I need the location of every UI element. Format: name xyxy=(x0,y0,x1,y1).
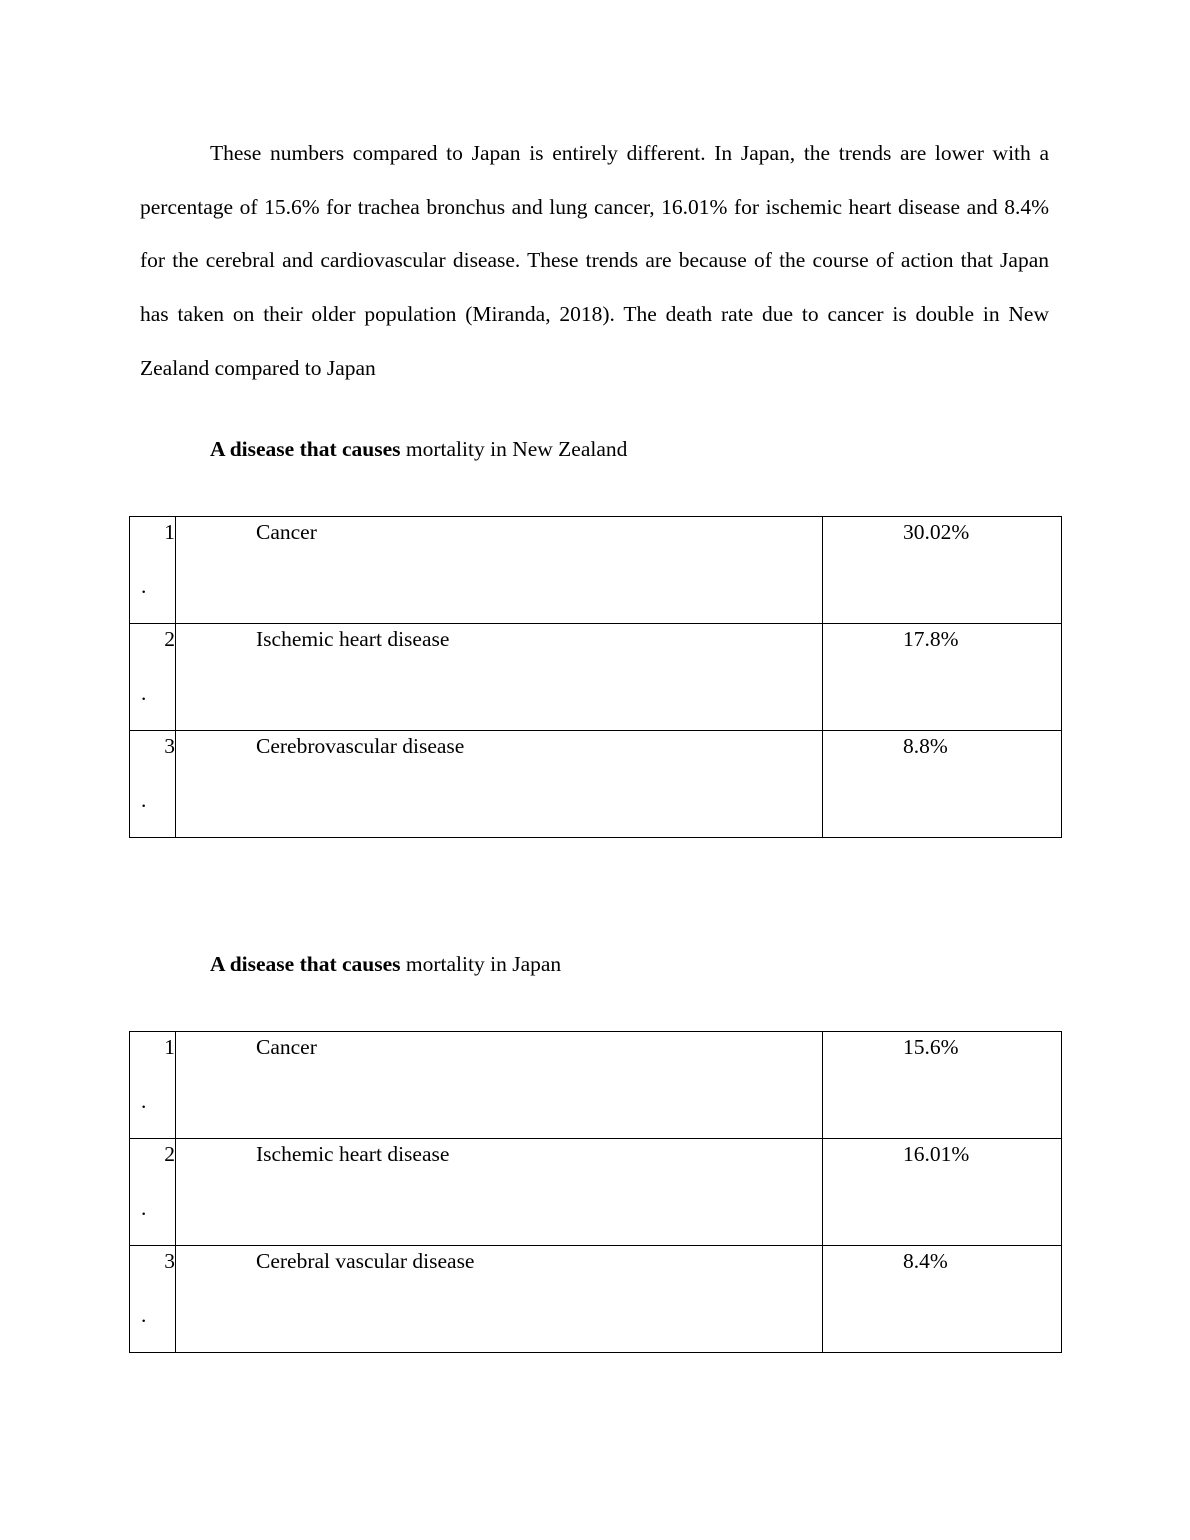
table-row xyxy=(130,624,1062,731)
table-row xyxy=(130,1032,1062,1139)
table-row xyxy=(130,1139,1062,1246)
disease-name: Ischemic heart disease xyxy=(256,627,450,651)
disease-name-cell xyxy=(176,1032,823,1139)
nz-heading-bold: A disease that causes xyxy=(210,437,401,461)
row-number-cell xyxy=(130,731,176,838)
percent-value: 17.8% xyxy=(903,627,959,651)
table-row xyxy=(130,731,1062,838)
percent-cell xyxy=(823,1032,1062,1139)
row-number-dot: . xyxy=(141,681,147,705)
row-number: 1 xyxy=(164,1035,175,1059)
row-number: 3 xyxy=(164,734,175,758)
jp-heading-bold: A disease that causes xyxy=(210,952,401,976)
row-number: 1 xyxy=(164,520,175,544)
disease-name: Cerebrovascular disease xyxy=(256,734,465,758)
row-number-dot: . xyxy=(141,574,147,598)
percent-cell xyxy=(823,731,1062,838)
disease-name: Cerebral vascular disease xyxy=(256,1249,475,1273)
jp-mortality-table xyxy=(129,1031,1062,1353)
row-number-dot: . xyxy=(141,1303,147,1327)
percent-value: 16.01% xyxy=(903,1142,970,1166)
disease-name: Ischemic heart disease xyxy=(256,1142,450,1166)
row-number-cell xyxy=(130,1139,176,1246)
body-paragraph: These numbers compared to Japan is entirely different. In Japan, the trends are lower with a percentage of 15.6% for trachea bronchus and lung cancer, 16.01% for ischemic heart disease and 8.4% for the cerebral and cardiovascular disease. These trends are because of the course of action that Japan has taken on their older population (Miranda, 2018). The death rate due to cancer is double in New Zealand compared to Japan xyxy=(140,141,1049,380)
percent-value: 30.02% xyxy=(903,520,970,544)
row-number-cell xyxy=(130,624,176,731)
percent-cell xyxy=(823,517,1062,624)
row-number-dot: . xyxy=(141,1089,147,1113)
disease-name-cell xyxy=(176,624,823,731)
row-number: 2 xyxy=(164,1142,175,1166)
disease-name-cell xyxy=(176,1246,823,1353)
disease-name: Cancer xyxy=(256,1035,317,1059)
disease-name: Cancer xyxy=(256,520,317,544)
percent-value: 8.8% xyxy=(903,734,948,758)
row-number: 2 xyxy=(164,627,175,651)
row-number: 3 xyxy=(164,1249,175,1273)
percent-cell xyxy=(823,1139,1062,1246)
row-number-cell xyxy=(130,1032,176,1139)
jp-heading-rest: mortality in Japan xyxy=(400,952,562,976)
disease-name-cell xyxy=(176,517,823,624)
disease-name-cell xyxy=(176,1139,823,1246)
jp-table-heading xyxy=(210,949,561,979)
row-number-cell xyxy=(130,1246,176,1353)
percent-value: 8.4% xyxy=(903,1249,948,1273)
percent-value: 15.6% xyxy=(903,1035,959,1059)
percent-cell xyxy=(823,624,1062,731)
nz-heading-rest: mortality in New Zealand xyxy=(400,437,628,461)
row-number-dot: . xyxy=(141,788,147,812)
nz-table-heading xyxy=(210,434,627,464)
percent-cell xyxy=(823,1246,1062,1353)
nz-mortality-table xyxy=(129,516,1062,838)
row-number-cell xyxy=(130,517,176,624)
disease-name-cell xyxy=(176,731,823,838)
table-row xyxy=(130,517,1062,624)
row-number-dot: . xyxy=(141,1196,147,1220)
table-row xyxy=(130,1246,1062,1353)
